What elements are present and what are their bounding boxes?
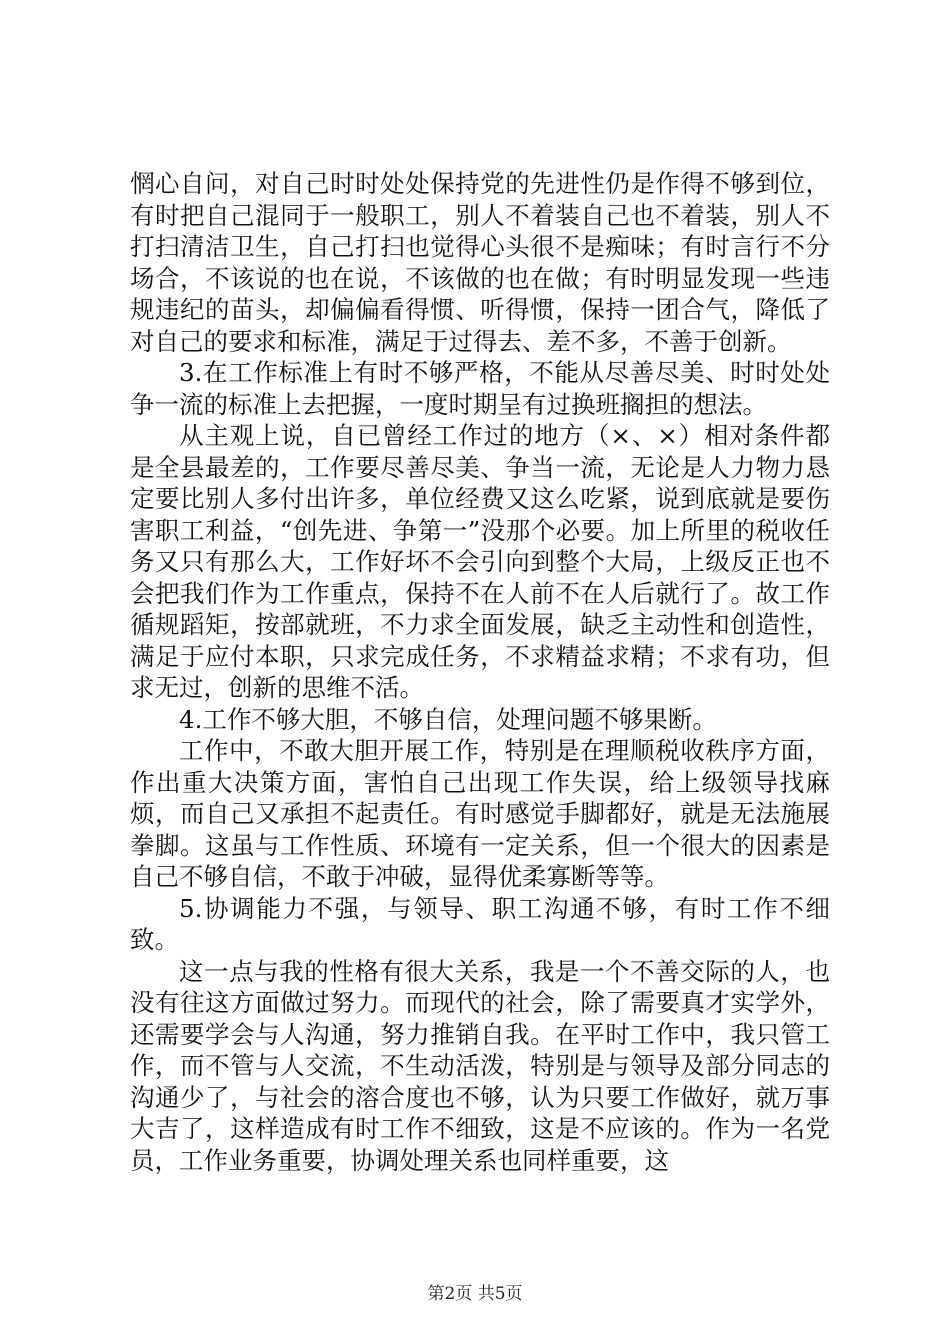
- paragraph-body: 从主观上说，自已曾经工作过的地方（×、×）相对条件都是全县最差的，工作要尽善尽美、争当一流，无论是人力物力恳定要比别人多付出许多，单位经费又这么吃紧，说到底就是要伤害职工利益，“创先进、争第一”没那个必要。加上所里的税收任务又只有那么大，工作好坏不会引向到整个大局，上级反正也不会把我们作为工作重点，保持不在人前不在人后就行了。故工作循规蹈矩，按部就班，不力求全面发展，缺乏主动性和创造性，满足于应付本职，只求完成任务，不求精益求精；不求有功，但求无过，创新的思维不活。: [130, 421, 830, 702]
- paragraph-body: 工作中，不敢大胆开展工作，特别是在理顺税收秩序方面，作出重大决策方面，害怕自己出现工作失误，给上级领导找麻烦，而自己又承担不起责任。有时感觉手脚都好，就是无法施展拳脚。这虽与工作性质、环境有一定关系，但一个很大的因素是自己不够自信，不敢于冲破，显得优柔寡断等等。: [130, 736, 830, 891]
- paragraph-continuation: 惘心自问，对自己时时处处保持党的先进性仍是作得不够到位，有时把自己混同于一般职工，别人不着装自己也不着装，别人不打扫清洁卫生，自己打扫也觉得心头很不是痴味；有时言行不分场合，不该说的也在说，不该做的也在做；有时明显发现一些违规违纪的苗头，却偏偏看得惯、听得惯，保持一团合气，降低了对自己的要求和标准，满足于过得去、差不多，不善于创新。: [130, 169, 830, 356]
- paragraph-heading-4: 4.工作不够大胆，不够自信，处理问题不够果断。: [179, 704, 717, 734]
- page-number-footer: 第2页 共5页: [427, 1284, 523, 1304]
- document-body: [130, 168, 830, 1176]
- paragraph-heading-5: 5.协调能力不强，与领导、职工沟通不够，有时工作不细致。: [130, 893, 830, 954]
- paragraph-body: 这一点与我的性格有很大关系，我是一个不善交际的人，也没有往这方面做过努力。而现代的社会，除了需要真才实学外，还需要学会与人沟通，努力推销自我。在平时工作中，我只管工作，而不管与人交流，不生动活泼，特别是与领导及部分同志的沟通少了，与社会的溶合度也不够，认为只要工作做好，就万事大吉了，这样造成有时工作不细致，这是不应该的。作为一名党员，工作业务重要，协调处理关系也同样重要，这: [130, 956, 830, 1175]
- paragraph-heading-3: 3.在工作标准上有时不够严格，不能从尽善尽美、时时处处争一流的标准上去把握，一度时期呈有过换班搁担的想法。: [130, 358, 830, 419]
